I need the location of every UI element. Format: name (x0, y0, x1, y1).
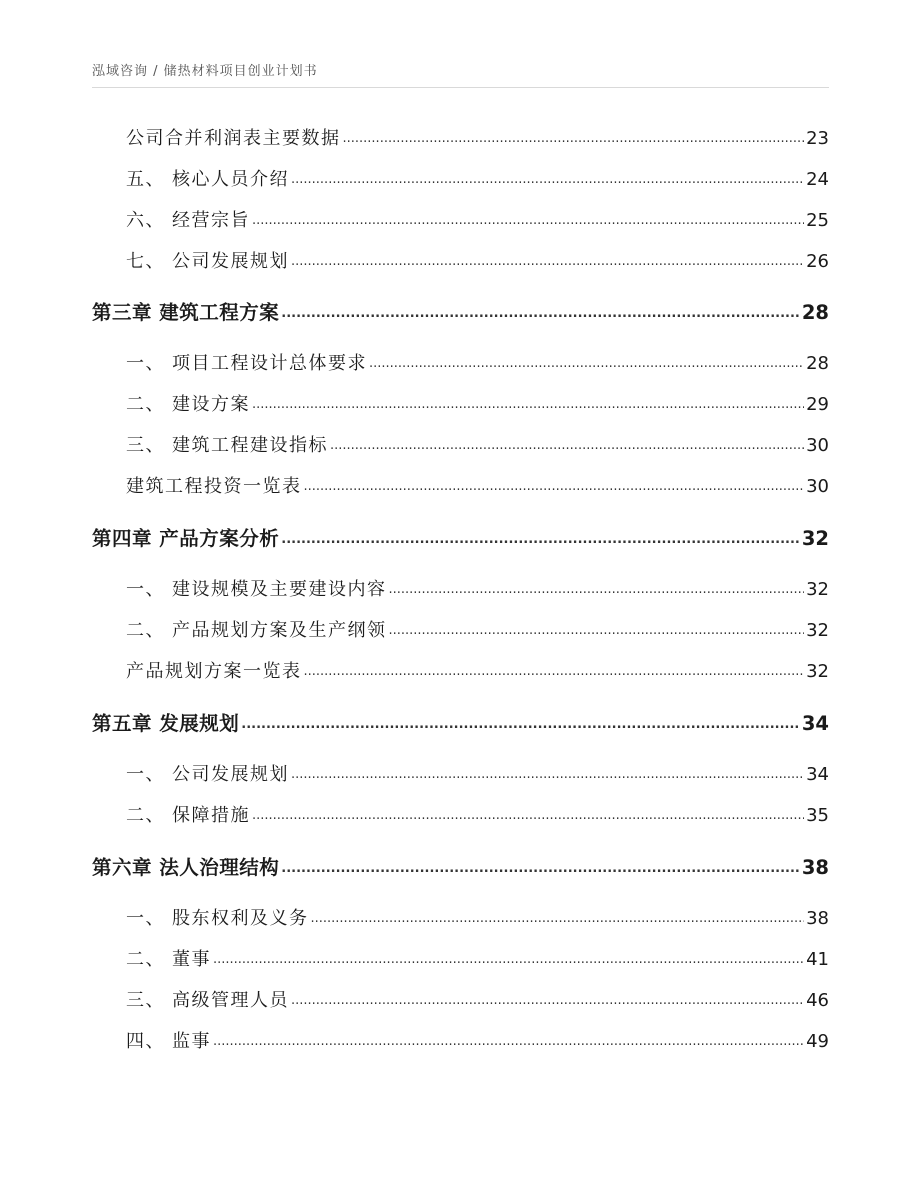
toc-dot-leader (281, 525, 800, 548)
toc-dot-leader (369, 351, 804, 372)
toc-entry-number: 七、 (126, 251, 165, 272)
toc-entry-title: 监事 (172, 1031, 211, 1052)
toc-entry-title: 董事 (172, 949, 211, 970)
toc-entry-text (126, 575, 387, 601)
toc-page-number: 29 (806, 394, 829, 415)
toc-entry-text (92, 852, 279, 880)
toc-entry-title: 保障措施 (172, 805, 250, 826)
toc-entry-title: 经营宗旨 (172, 210, 250, 231)
toc-entry-text (126, 349, 367, 375)
toc-page-number: 46 (806, 990, 829, 1011)
toc-dot-leader (389, 618, 805, 639)
toc-page-number: 26 (806, 251, 829, 272)
toc-entry-text (126, 616, 387, 642)
toc-entry-number: 一、 (126, 579, 165, 600)
toc-dot-leader (291, 249, 804, 270)
toc-section-entry[interactable] (126, 760, 829, 786)
toc-entry-number: 二、 (126, 949, 165, 970)
toc-entry-title: 产品规划方案一览表 (126, 661, 302, 682)
toc-page-number: 28 (806, 353, 829, 374)
toc-entry-text (126, 801, 250, 827)
toc-page-number: 49 (806, 1031, 829, 1052)
toc-entry-title: 建设方案 (172, 394, 250, 415)
toc-entry-text (126, 472, 302, 498)
toc-entry-text (126, 945, 211, 971)
toc-entry-text (126, 247, 289, 273)
toc-entry-text (126, 165, 289, 191)
toc-entry-title: 第五章 发展规划 (92, 712, 240, 735)
toc-page-number: 32 (806, 661, 829, 682)
header-divider (92, 87, 829, 88)
toc-entry-title: 建筑工程投资一览表 (126, 476, 302, 497)
toc-entry-title: 建筑工程建设指标 (172, 435, 328, 456)
toc-dot-leader (304, 474, 805, 495)
toc-entry-text (126, 124, 341, 150)
toc-entry-title: 核心人员介绍 (172, 169, 289, 190)
toc-page-number: 35 (806, 805, 829, 826)
toc-entry-number: 二、 (126, 620, 165, 641)
toc-section-entry[interactable] (126, 390, 829, 416)
toc-section-entry[interactable] (126, 986, 829, 1012)
toc-page-number: 32 (806, 579, 829, 600)
toc-entry-number: 四、 (126, 1031, 165, 1052)
toc-dot-leader (281, 299, 800, 322)
toc-section-entry[interactable] (126, 349, 829, 375)
toc-dot-leader (389, 577, 805, 598)
toc-section-entry[interactable] (126, 206, 829, 232)
toc-section-entry[interactable] (126, 657, 829, 683)
toc-page-number: 34 (801, 712, 829, 735)
toc-entry-text (126, 986, 289, 1012)
toc-dot-leader (213, 1029, 804, 1050)
toc-entry-title: 公司发展规划 (172, 764, 289, 785)
toc-dot-leader (291, 167, 804, 188)
toc-page-number: 30 (806, 435, 829, 456)
toc-entry-number: 二、 (126, 805, 165, 826)
toc-dot-leader (252, 392, 804, 413)
toc-chapter-entry[interactable] (92, 708, 829, 736)
toc-chapter-entry[interactable] (92, 297, 829, 325)
toc-entry-text (92, 708, 239, 736)
toc-section-entry[interactable] (126, 1027, 829, 1053)
toc-dot-leader (291, 762, 804, 783)
toc-entry-text (126, 1027, 211, 1053)
toc-dot-leader (252, 208, 804, 229)
toc-entry-number: 六、 (126, 210, 165, 231)
toc-entry-text (126, 431, 328, 457)
toc-entry-text (126, 904, 309, 930)
toc-dot-leader (304, 659, 805, 680)
toc-page-number: 25 (806, 210, 829, 231)
toc-entry-title: 公司发展规划 (172, 251, 289, 272)
toc-entry-number: 三、 (126, 990, 165, 1011)
toc-section-entry[interactable] (126, 904, 829, 930)
toc-chapter-entry[interactable] (92, 852, 829, 880)
header-title: 泓域咨询 / 储热材料项目创业计划书 (92, 64, 318, 79)
toc-entry-title: 项目工程设计总体要求 (172, 353, 367, 374)
toc-section-entry[interactable] (126, 945, 829, 971)
toc-page-number: 32 (801, 527, 829, 550)
toc-entry-text (126, 760, 289, 786)
toc-page-number: 28 (801, 301, 829, 324)
toc-entry-number: 二、 (126, 394, 165, 415)
toc-dot-leader (330, 433, 804, 454)
toc-page-number: 34 (806, 764, 829, 785)
toc-page-number: 38 (801, 856, 829, 879)
toc-page-number: 30 (806, 476, 829, 497)
toc-entry-text (126, 657, 302, 683)
toc-chapter-entry[interactable] (92, 523, 829, 551)
toc-entry-title: 公司合并利润表主要数据 (126, 128, 341, 149)
toc-entry-text (92, 297, 279, 325)
toc-entry-title: 建设规模及主要建设内容 (172, 579, 387, 600)
toc-entry-number: 五、 (126, 169, 165, 190)
toc-section-entry[interactable] (126, 616, 829, 642)
toc-entry-title: 产品规划方案及生产纲领 (172, 620, 387, 641)
toc-entry-title: 第六章 法人治理结构 (92, 856, 280, 879)
toc-dot-leader (213, 947, 804, 968)
toc-entry-title: 股东权利及义务 (172, 908, 309, 929)
toc-page-number: 41 (806, 949, 829, 970)
toc-page-number: 38 (806, 908, 829, 929)
toc-page-number: 32 (806, 620, 829, 641)
toc-dot-leader (343, 126, 805, 147)
toc-entry-text (92, 523, 279, 551)
toc-entry-number: 一、 (126, 764, 165, 785)
toc-section-entry[interactable] (126, 165, 829, 191)
toc-section-entry[interactable] (126, 247, 829, 273)
toc-dot-leader (291, 988, 804, 1009)
toc-entry-text (126, 390, 250, 416)
toc-section-entry[interactable] (126, 575, 829, 601)
toc-entry-title: 第三章 建筑工程方案 (92, 301, 280, 324)
toc-dot-leader (311, 906, 805, 927)
toc-dot-leader (281, 854, 800, 877)
toc-page-number: 23 (806, 128, 829, 149)
toc-entry-number: 一、 (126, 353, 165, 374)
toc-section-entry[interactable] (126, 801, 829, 827)
toc-entry-text (126, 206, 250, 232)
toc-dot-leader (252, 803, 804, 824)
toc-entry-number: 一、 (126, 908, 165, 929)
toc-dot-leader (241, 710, 800, 733)
toc-entry-title: 高级管理人员 (172, 990, 289, 1011)
toc-entry-title: 第四章 产品方案分析 (92, 527, 280, 550)
toc-section-entry[interactable] (126, 124, 829, 150)
toc-section-entry[interactable] (126, 431, 829, 457)
toc-page-number: 24 (806, 169, 829, 190)
toc-entry-number: 三、 (126, 435, 165, 456)
toc-section-entry[interactable] (126, 472, 829, 498)
